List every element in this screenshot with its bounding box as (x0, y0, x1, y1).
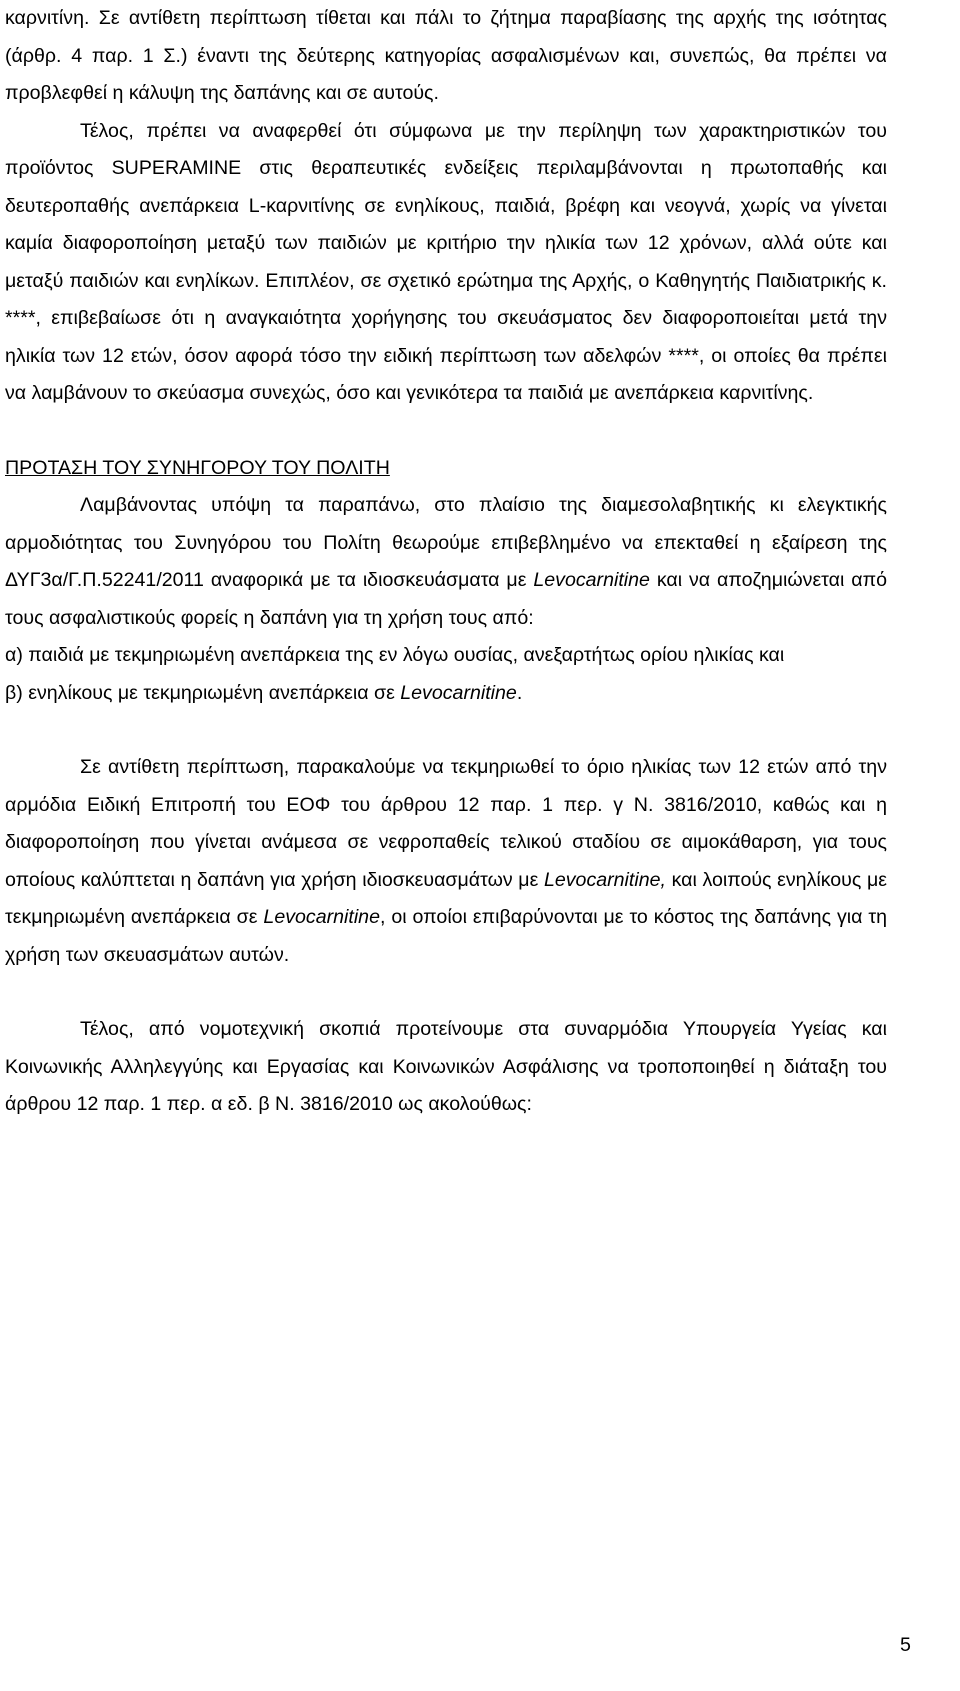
age-limit-term-2: Levocarnitine (263, 906, 380, 928)
age-limit-text-a: Σε αντίθετη περίπτωση, παρακαλούμε να τεκμηριωθεί το όριο ηλικίας των 12 ετών από την αρμόδια Ειδική Επιτροπή του ΕΟΦ του άρθρου 12 παρ. 1 περ. γ Ν. 3816/2010, καθώς και η διαφοροποίηση που γίνεται ανάμεσα σε νεφροπαθείς τελικού σταδίου σε αιμοκάθαρση, για τους οποίους καλύπτεται η δαπάνη για χρήση ιδιοσκευασμάτων με (5, 756, 887, 891)
document-page (5, 0, 887, 1124)
age-limit-text-c: , οι οποίοι επιβαρύνονται με το κόστος της δαπάνης για τη χρήση των σκευασμάτων αυτών. (5, 906, 888, 966)
proposal-term-levocarnitine: Levocarnitine (533, 569, 650, 591)
section-heading: ΠΡΟΤΑΣΗ ΤΟΥ ΣΥΝΗΓΟΡΟΥ ΤΟΥ ΠΟΛΙΤΗ (5, 456, 390, 479)
item-b-text-b: . (516, 681, 523, 704)
list-item-b (5, 675, 887, 713)
page-number: 5 (900, 1634, 911, 1656)
item-b-text-a: β) ενηλίκους με τεκμηριωμένη ανεπάρκεια σε (5, 681, 401, 704)
list-item-a: α) παιδιά με τεκμηριωμένη ανεπάρκεια της εν λόγω ουσίας, ανεξαρτήτως ορίου ηλικίας και (5, 644, 785, 666)
paragraph-legislative-proposal: Τέλος, από νομοτεχνική σκοπιά προτείνουμε στα συναρμόδια Υπουργεία Υγείας και Κοινωνικής Αλληλεγγύης και Εργασίας και Κοινωνικών Ασφάλισης να τροποποιηθεί η διάταξη του άρθρου 12 παρ. 1 περ. α εδ. β Ν. 3816/2010 ως ακολούθως: (5, 1018, 887, 1115)
age-limit-text-b: και λοιπούς ενηλίκους με τεκμηριωμένη ανεπάρκεια σε (5, 868, 887, 928)
proposal-text-b: και να αποζημιώνεται από τους ασφαλιστικούς φορείς η δαπάνη για τη χρήση τους από: (5, 569, 887, 629)
item-b-term-levocarnitine: Levocarnitine (400, 681, 517, 704)
paragraph-continuation: καρνιτίνη. Σε αντίθετη περίπτωση τίθεται και πάλι το ζήτημα παραβίασης της αρχής της ισότητας (άρθρ. 4 παρ. 1 Σ.) έναντι της δεύτερης κατηγορίας ασφαλισμένων και, συνεπώς, θα πρέπει να προβλεφθεί η κάλυψη της δαπάνης και σε αυτούς. (5, 7, 887, 104)
paragraph-proposal (5, 487, 887, 637)
paragraph-superamine-indications: Τέλος, πρέπει να αναφερθεί ότι σύμφωνα με την περίληψη των χαρακτηριστικών του προϊόντος SUPERAMINE στις θεραπευτικές ενδείξεις περιλαμβάνονται η πρωτοπαθής και δευτεροπαθής ανεπάρκεια L-καρνιτίνης σε ενηλίκους, παιδιά, βρέφη και νεογνά, χωρίς να γίνεται καμία διαφοροποίηση μεταξύ των παιδιών με κριτήριο την ηλικία των 12 χρόνων, αλλά ούτε και μεταξύ παιδιών και ενηλίκων. Επιπλέον, σε σχετικό ερώτημα της Αρχής, ο Καθηγητής Παιδιατρικής κ. ****, επιβεβαίωσε ότι η αναγκαιότητα χορήγησης του σκευάσματος δεν διαφοροποιείται μετά την ηλικία των 12 ετών, όσον αφορά τόσο την ειδική περίπτωση των αδελφών ****, οι οποίες θα πρέπει να λαμβάνουν το σκεύασμα συνεχώς, όσο και γενικότερα τα παιδιά με ανεπάρκεια καρνιτίνης. (5, 119, 887, 404)
proposal-text-a: Λαμβάνοντας υπόψη τα παραπάνω, στο πλαίσιο της διαμεσολαβητικής κι ελεγκτικής αρμοδιότητας του Συνηγόρου του Πολίτη θεωρούμε επιβεβλημένο να επεκταθεί η εξαίρεση της ΔΥΓ3α/Γ.Π.52241/2011 αναφορικά με τα ιδιοσκευάσματα με (5, 494, 887, 591)
paragraph-age-limit (5, 749, 887, 974)
age-limit-term-1: Levocarnitine, (543, 868, 666, 891)
